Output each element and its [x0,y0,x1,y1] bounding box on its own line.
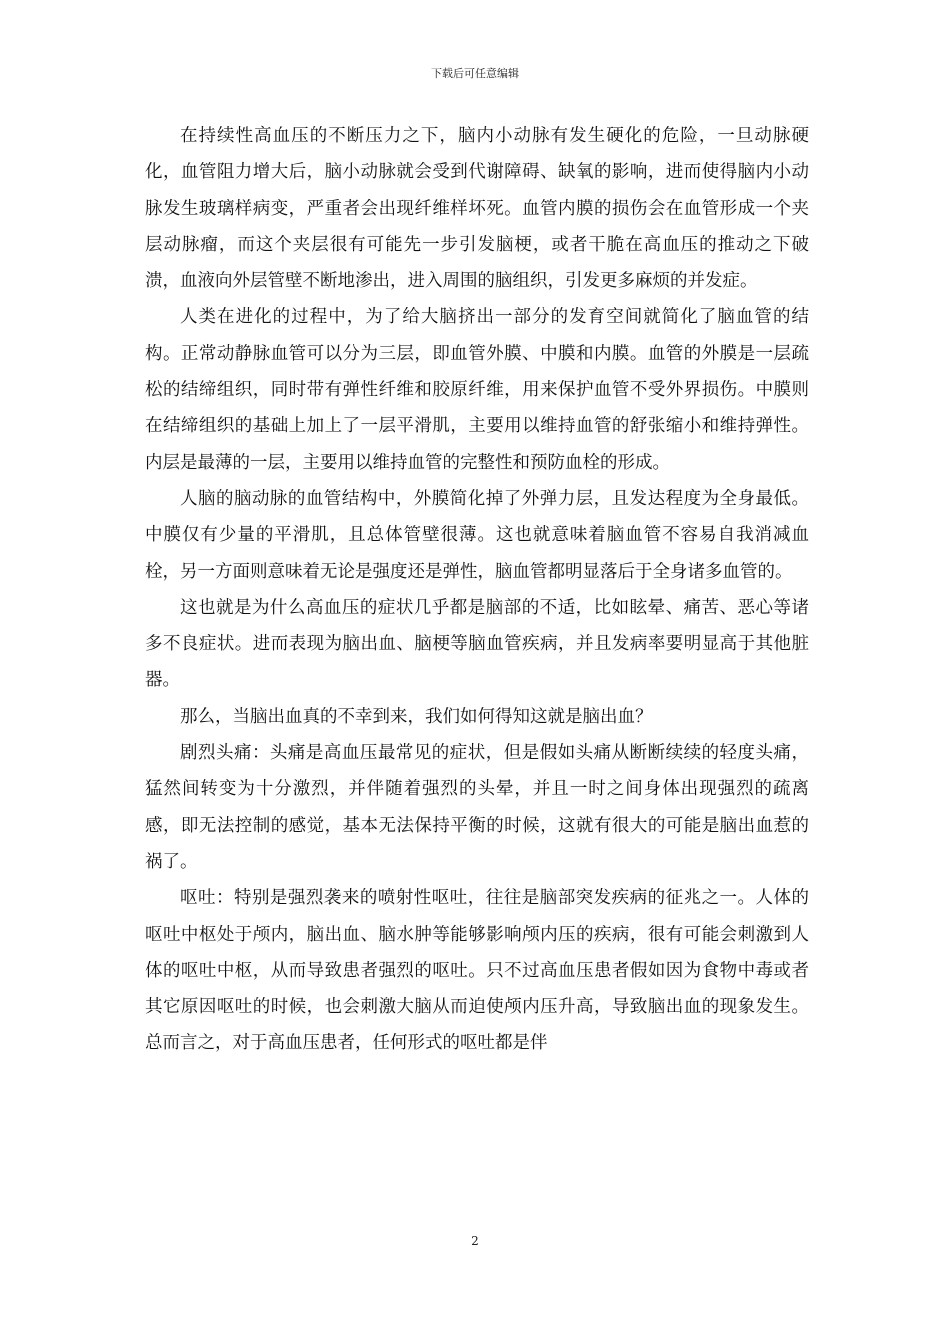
paragraph-4: 这也就是为什么高血压的症状几乎都是脑部的不适，比如眩晕、痛苦、恶心等诸多不良症状。进而表现为脑出血、脑梗等脑血管疾病，并且发病率要明显高于其他脏器。 [145,597,809,691]
page-header: 下载后可任意编辑 [431,67,519,80]
document-body [145,118,809,1062]
paragraph-6: 剧烈头痛：头痛是高血压最常见的症状，但是假如头痛从断断续续的轻度头痛，猛然间转变为十分激烈，并伴随着强烈的头晕，并且一时之间身体出现强烈的疏离感，即无法控制的感觉，基本无法保持平衡的时候，这就有很大的可能是脑出血惹的祸了。 [145,743,809,872]
paragraph-1: 在持续性高血压的不断压力之下，脑内小动脉有发生硬化的危险，一旦动脉硬化，血管阻力增大后，脑小动脉就会受到代谢障碍、缺氧的影响，进而使得脑内小动脉发生玻璃样病变，严重者会出现纤维样坏死。血管内膜的损伤会在血管形成一个夹层动脉瘤，而这个夹层很有可能先一步引发脑梗，或者干脆在高血压的推动之下破溃，血液向外层管壁不断地渗出，进入周围的脑组织，引发更多麻烦的并发症。 [145,126,809,292]
paragraph-3: 人脑的脑动脉的血管结构中，外膜简化掉了外弹力层，且发达程度为全身最低。中膜仅有少量的平滑肌，且总体管壁很薄。这也就意味着脑血管不容易自我消减血栓，另一方面则意味着无论是强度还是弹性，脑血管都明显落后于全身诸多血管的。 [145,488,809,582]
page-number: 2 [471,1234,479,1248]
paragraph-2: 人类在进化的过程中，为了给大脑挤出一部分的发育空间就简化了脑血管的结构。正常动静脉血管可以分为三层，即血管外膜、中膜和内膜。血管的外膜是一层疏松的结缔组织，同时带有弹性纤维和胶原纤维，用来保护血管不受外界损伤。中膜则在结缔组织的基础上加上了一层平滑肌，主要用以维持血管的舒张缩小和维持弹性。内层是最薄的一层，主要用以维持血管的完整性和预防血栓的形成。 [145,307,809,473]
paragraph-7: 呕吐：特别是强烈袭来的喷射性呕吐，往往是脑部突发疾病的征兆之一。人体的呕吐中枢处于颅内，脑出血、脑水肿等能够影响颅内压的疾病，很有可能会刺激到人体的呕吐中枢，从而导致患者强烈的呕吐。只不过高血压患者假如因为食物中毒或者其它原因呕吐的时候，也会刺激大脑从而迫使颅内压升高，导致脑出血的现象发生。总而言之，对于高血压患者，任何形式的呕吐都是伴 [145,888,809,1054]
paragraph-5: 那么，当脑出血真的不幸到来，我们如何得知这就是脑出血？ [180,706,653,727]
